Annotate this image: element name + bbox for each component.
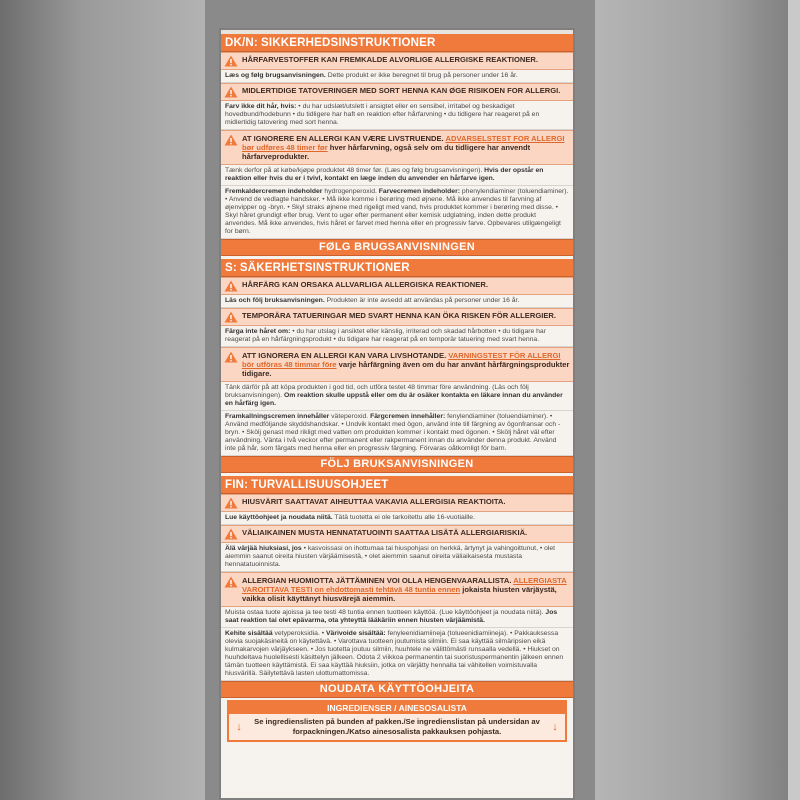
section-title: TURVALLISUUSOHJEET [251, 478, 389, 491]
info-bold: Om reaktion skulle uppstå eller om du är osäker kontakta en läkare innan du använder en hårfärg igen. [225, 392, 563, 407]
lang-code: FIN: [225, 478, 249, 491]
box-side-right [595, 0, 800, 800]
info-lead: Läs och följ bruksanvisningen. [225, 297, 325, 304]
safety-panel [219, 28, 575, 800]
box-side-left [0, 0, 205, 800]
section-header-fi [221, 476, 573, 494]
info-text [221, 326, 573, 347]
warning-triangle-icon [224, 311, 238, 323]
lang-code: S: [225, 261, 237, 274]
info-lead: Värivoide sisältää: [326, 630, 386, 637]
info-body: vetyperoksidia. • [272, 630, 326, 637]
info-lead: Læs og følg brugsanvisningen. [225, 72, 326, 79]
section-title: SIKKERHEDSINSTRUKTIONER [260, 36, 436, 49]
warning-triangle-icon [224, 134, 238, 146]
ingredients-box [227, 700, 567, 742]
info-lead: Fremkaldercremen indeholder [225, 188, 323, 195]
info-text [221, 607, 573, 628]
info-text [221, 543, 573, 572]
warning-text: MIDLERTIDIGE TATOVERINGER MED SORT HENNA KAN ØGE RISIKOEN FOR ALLERGI. [242, 86, 561, 95]
lang-code: DK/N: [225, 36, 258, 49]
warning-text: HIUSVÄRIT SAATTAVAT AIHEUTTAA VAKAVIA ALLERGISIA REAKTIOITA. [242, 497, 506, 506]
warning-row [221, 494, 573, 512]
warning-triangle-icon [224, 576, 238, 588]
warning-triangle-icon [224, 497, 238, 509]
info-bold: Jos saat reaktion tai olet epävarma, ota yhteyttä lääkäriin ennen hiusten värjäämistä. [225, 609, 558, 624]
warning-row [221, 277, 573, 295]
info-text [221, 628, 573, 681]
panel-top-edge [221, 30, 575, 34]
warning-triangle-icon [224, 280, 238, 292]
ingredients-note [229, 714, 565, 740]
info-body: fenylendiaminer (toluendiaminer). • Använd medföljande skyddshandskar. • Undvik kontakt med ögon, använd inte till färgning av ögonfransar och -bryn. • Skölj genast med rikligt med vatten om produkten kommer i kontakt med ögonen. • Skölj håret väl efter användning. Vänta i två veckor efter permanent eller rakpermanent innan du använder denna produkt. Använd inte på hår, som färgats med henna eller en progressiv färgning. Förvaras oåtkomligt för barn. [225, 413, 561, 452]
info-text [221, 512, 573, 525]
warning-part: jokaista hiusten värjäystä, vaikka olisit käyttänyt hiusvärejä aiemmin. [242, 585, 557, 603]
warning-highlight: ADVARSELSTEST FOR ALLERGI bør udføres 48 timer før [242, 134, 565, 152]
section-title: SÄKERHETSINSTRUKTIONER [239, 261, 410, 274]
ingredients-text: Se ingredienslisten på bunden af pakken./Se ingredienslistan på undersidan av forpackningen./Katso ainesosalista pakkauksen pohjasta. [254, 717, 540, 736]
info-body: fenyleenidiamiineja (tolueenidiamiineja). • Pakkauksessa olevia suojakäsineitä on käytettävä. • Varottava tuotteen joutumista silmiin. Ei saa käyttää silmäripsien eikä kulmakarvojen värjäykseen. • Jos tuotetta joutuu silmiin, huuhtele ne välittömästi runsaalla vedellä. • Hiukset on huuhdeltava huolellisesti käsittelyn jälkeen. Odota 2 viikkoa permanentin tai suoristuspermanentin jälkeen ennen tämän tuotteen käyttämistä. Ei saa käyttää hiuksiin, jotka on värjätty hennalla tai vähitellen voimistuvalla hiusvärillä. Säilytettävä lasten ulottumattomissa. [225, 630, 564, 677]
info-text [221, 411, 573, 456]
warning-triangle-icon [224, 86, 238, 98]
info-text [221, 70, 573, 83]
info-bold: Hvis der opstår en reaktion eller hvis du er i tvivl, kontakt en læge inden du anvender en hårfarve igen. [225, 167, 544, 182]
info-text [221, 382, 573, 411]
warning-part: ALLERGIAN HUOMIOTTA JÄTTÄMINEN VOI OLLA HENGENVAARALLISTA. [242, 576, 514, 585]
warning-part: ATT IGNORERA EN ALLERGI KAN VARA LIVSHOTANDE. [242, 351, 449, 360]
info-lead: Lue käyttöohjeet ja noudata niitä. [225, 514, 333, 521]
info-text [221, 295, 573, 308]
warning-row [221, 83, 573, 101]
info-body: • du har udslæt/utslett i ansigtet eller en sensibel, irritabel og beskadiget hovedbund/hodebunn • du tidligere har haft en reaktion efter hårfarvning • du tidligere har reageret på en midlertidig tatovering med sort henna. [225, 103, 540, 126]
info-text [221, 101, 573, 130]
warning-row [221, 130, 573, 165]
warning-row [221, 525, 573, 543]
info-lead: Färgcremen innehåller: [370, 413, 446, 420]
warning-text: HÅRFÄRG KAN ORSAKA ALLVARLIGA ALLERGISKA REAKTIONER. [242, 280, 488, 289]
info-body: • kasvoissasi on ihottumaa tai hiuspohjasi on herkkä, ärtynyt ja vahingoittunut, • olet aiemmin saanut oireita hiusten värjäämisestä, • olet aiemmin saanut oireita väliaikaisesta mustasta hennatatuoinnista. [225, 545, 556, 568]
info-body: hydrogenperoxid. [322, 188, 379, 195]
warning-row [221, 308, 573, 326]
warning-row [221, 572, 573, 607]
warning-text: TEMPORÄRA TATUERINGAR MED SVART HENNA KAN ÖKA RISKEN FÖR ALLERGIER. [242, 311, 557, 320]
warning-highlight: VARNINGSTEST FÖR ALLERGI bör utföras 48 timmar före [242, 351, 561, 369]
warning-part: hver hårfarvning, også selv om du tidligere har anvendt hårfarveprodukter. [242, 143, 531, 161]
info-lead: Kehite sisältää [225, 630, 273, 637]
follow-instructions-band: FØLG BRUGSANVISNINGEN [221, 239, 573, 256]
warning-row [221, 347, 573, 382]
warning-triangle-icon [224, 528, 238, 540]
warning-text [242, 134, 570, 161]
ingredients-title: INGREDIENSER / AINESOSALISTA [229, 702, 565, 714]
warning-text: HÅRFARVESTOFFER KAN FREMKALDE ALVORLIGE ALLERGISKE REAKTIONER. [242, 55, 539, 64]
info-lead: Älä värjää hiuksiasi, jos [225, 545, 302, 552]
info-body: Tätä tuotetta ei ole tarkoitettu alle 16-vuotiaille. [332, 514, 475, 521]
info-lead: Framkallningscremen innehåller [225, 413, 330, 420]
warning-part: varje hårfärgning även om du har använt hårfärgningsprodukter tidigare. [242, 360, 570, 378]
warning-part: AT IGNORERE EN ALLERGI KAN VÆRE LIVSTRUENDE. [242, 134, 446, 143]
warning-triangle-icon [224, 351, 238, 363]
warning-triangle-icon [224, 55, 238, 67]
info-body: väteperoxid. [329, 413, 371, 420]
warning-row [221, 52, 573, 70]
info-lead: Färga inte håret om: [225, 328, 291, 335]
info-text [221, 186, 573, 239]
section-header-dk [221, 34, 573, 52]
info-body: Produkten är inte avsedd att användas på personer under 16 år. [324, 297, 520, 304]
warning-text: VÄLIAIKAINEN MUSTA HENNATATUOINTI SAATTAA LISÄTÄ ALLERGIARISKIÄ. [242, 528, 528, 537]
info-body: phenylendiaminer (toluendiaminer). • Anvend de vedlagte handsker. • Må ikke komme i berøring med øjnene. Må ikke anvendes til farvning af øjenvipper og -bryn. • Skyl straks øjnene med rigeligt med vand, hvis produktet kommer i berøring med disse. • Skyl håret grundigt efter brug. Vent to uger efter permanent eller kemisk udglatning, inden dette produkt anvendes. Må ikke anvendes, hvis håret er farvet med henna eller en progressiv farve. Opbevares utilgængeligt for børn. [225, 188, 569, 235]
box-edge-strip [788, 0, 800, 800]
info-text [221, 165, 573, 186]
section-header-se [221, 259, 573, 277]
follow-instructions-band: FÖLJ BRUKSANVISNINGEN [221, 456, 573, 473]
info-body: Tänk därför på att köpa produkten i god tid, och utföra testet 48 timmar före användning. (Läs och följ bruksanvisningen). [225, 384, 529, 399]
info-lead: Farvecremen indeholder: [378, 188, 460, 195]
warning-text [242, 351, 570, 378]
follow-instructions-band: NOUDATA KÄYTTÖOHJEITA [221, 681, 573, 698]
warning-text [242, 576, 570, 603]
arrow-down-icon: ↓ [236, 721, 242, 733]
info-body: Tænk derfor på at købe/kjøpe produktet 48 timer før. (Læs og følg brugsanvisningen). [225, 167, 485, 174]
info-lead: Farv ikke dit hår, hvis: [225, 103, 297, 110]
arrow-down-icon: ↓ [552, 721, 558, 733]
info-body: Muista ostaa tuote ajoissa ja tee testi 48 tuntia ennen tuotteen käyttöä. (Lue käyttöohjeet ja noudata niitä). [225, 609, 546, 616]
warning-highlight: ALLERGIASTA VAROITTAVA TESTI on ehdottomasti tehtävä 48 tuntia ennen [242, 576, 567, 594]
info-body: • du har utslag i ansiktet eller känslig, irriterad och skadad hårbotten • du tidigare har reagerat på en hårfärgningsprodukt • du tidigare har reagerat på en temporär tatuering med svart henna. [225, 328, 546, 343]
info-body: Dette produkt er ikke beregnet til brug på personer under 16 år. [325, 72, 518, 79]
